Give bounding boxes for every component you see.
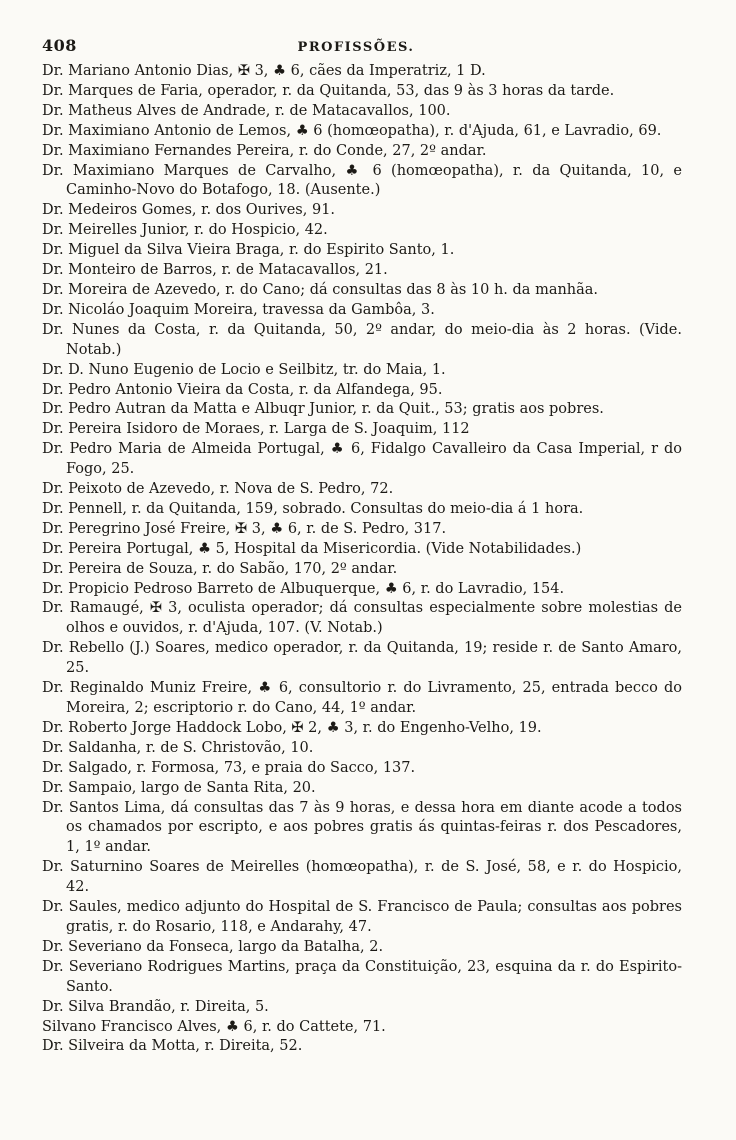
directory-entry: Dr. Saldanha, r. de S. Christovão, 10. (42, 739, 314, 756)
directory-entry: Dr. Sampaio, largo de Santa Rita, 20. (42, 779, 316, 796)
page-number: 408 (42, 36, 77, 55)
directory-entry: Dr. Propicio Pedroso Barreto de Albuquerque, ♣ 6, r. do Lavradio, 154. (42, 580, 565, 597)
directory-entry: Dr. Pedro Autran da Matta e Albuqr Junior, r. da Quit., 53; gratis aos pobres. (42, 401, 604, 418)
directory-entry: Dr. Matheus Alves de Andrade, r. de Matacavallos, 100. (42, 102, 451, 119)
directory-entry: Dr. Maximiano Marques de Carvalho, ♣ 6 (homœopatha), r. da Quitanda, 10, e Caminho-Novo do Botafogo, 18. (Ausente.) (42, 162, 682, 199)
directory-entry: Dr. Medeiros Gomes, r. dos Ourives, 91. (42, 202, 336, 219)
directory-list (42, 62, 682, 1057)
directory-entry: Dr. Moreira de Azevedo, r. do Cano; dá consultas das 8 às 10 h. da manhãa. (42, 281, 599, 298)
directory-entry: Dr. Peixoto de Azevedo, r. Nova de S. Pedro, 72. (42, 481, 394, 498)
directory-entry: Dr. Nicoláo Joaquim Moreira, travessa da Gambôa, 3. (42, 301, 435, 318)
directory-entry: Dr. Pereira de Souza, r. do Sabão, 170, 2º andar. (42, 560, 398, 577)
directory-entry: Dr. Silva Brandão, r. Direita, 5. (42, 998, 269, 1015)
document-page (42, 36, 682, 1057)
directory-entry: Dr. Santos Lima, dá consultas das 7 às 9 horas, e dessa hora em diante acode a todos os chamados por escripto, e aos pobres gratis ás quintas-feiras r. dos Pescadores, 1, 1º andar. (42, 799, 682, 856)
directory-entry: Dr. Severiano Rodrigues Martins, praça da Constituição, 23, esquina da r. do Espirito-Santo. (42, 958, 682, 995)
directory-entry: Dr. Meirelles Junior, r. do Hospicio, 42. (42, 222, 328, 239)
directory-entry: Dr. Pedro Maria de Almeida Portugal, ♣ 6, Fidalgo Cavalleiro da Casa Imperial, r do Fogo, 25. (42, 441, 682, 478)
directory-entry: Dr. Severiano da Fonseca, largo da Batalha, 2. (42, 938, 384, 955)
directory-entry: Dr. Roberto Jorge Haddock Lobo, ✠ 2, ♣ 3, r. do Engenho-Velho, 19. (42, 719, 542, 736)
directory-entry: Dr. Rebello (J.) Soares, medico operador, r. da Quitanda, 19; reside r. de Santo Amaro, 25. (42, 640, 682, 677)
directory-entry: Silvano Francisco Alves, ♣ 6, r. do Cattete, 71. (42, 1018, 386, 1035)
directory-entry: Dr. Salgado, r. Formosa, 73, e praia do Sacco, 137. (42, 759, 416, 776)
directory-entry: Dr. Mariano Antonio Dias, ✠ 3, ♣ 6, cães da Imperatriz, 1 D. (42, 63, 486, 79)
directory-entry: Dr. Maximiano Fernandes Pereira, r. do Conde, 27, 2º andar. (42, 142, 487, 159)
directory-entry: Dr. Saules, medico adjunto do Hospital de S. Francisco de Paula; consultas aos pobres gratis, r. do Rosario, 118, e Andarahy, 47. (42, 899, 682, 935)
directory-entry: Dr. Monteiro de Barros, r. de Matacavallos, 21. (42, 262, 388, 279)
directory-entry: Dr. Miguel da Silva Vieira Braga, r. do Espirito Santo, 1. (42, 242, 455, 259)
directory-entry: Dr. Silveira da Motta, r. Direita, 52. (42, 1038, 303, 1055)
directory-entry: Dr. Pereira Isidoro de Moraes, r. Larga de S. Joaquim, 112 (42, 421, 470, 438)
directory-entry: Dr. D. Nuno Eugenio de Locio e Seilbitz, tr. do Maia, 1. (42, 361, 446, 378)
page-header (42, 36, 682, 60)
directory-entry: Dr. Peregrino José Freire, ✠ 3, ♣ 6, r. de S. Pedro, 317. (42, 520, 447, 537)
directory-entry: Dr. Pereira Portugal, ♣ 5, Hospital da Misericordia. (Vide Notabilidades.) (42, 540, 582, 557)
directory-entry: Dr. Pedro Antonio Vieira da Costa, r. da Alfandega, 95. (42, 381, 443, 398)
directory-entry: Dr. Maximiano Antonio de Lemos, ♣ 6 (homœopatha), r. d'Ajuda, 61, e Lavradio, 69. (42, 122, 662, 139)
directory-entry: Dr. Nunes da Costa, r. da Quitanda, 50, 2º andar, do meio-dia às 2 horas. (Vide. Notab.) (42, 321, 682, 358)
directory-entry: Dr. Marques de Faria, operador, r. da Quitanda, 53, das 9 às 3 horas da tarde. (42, 82, 615, 99)
running-title: PROFISSÕES. (297, 40, 415, 55)
directory-entry: Dr. Pennell, r. da Quitanda, 159, sobrado. Consultas do meio-dia á 1 hora. (42, 500, 584, 517)
directory-entry: Dr. Ramaugé, ✠ 3, oculista operador; dá consultas especialmente sobre molestias de olhos e ouvidos, r. d'Ajuda, 107. (V. Notab.) (42, 600, 682, 637)
directory-entry: Dr. Reginaldo Muniz Freire, ♣ 6, consultorio r. do Livramento, 25, entrada becco do Moreira, 2; escriptorio r. do Cano, 44, 1º andar. (42, 680, 682, 716)
directory-entry: Dr. Saturnino Soares de Meirelles (homœopatha), r. de S. José, 58, e r. do Hospicio, 42. (42, 859, 682, 896)
